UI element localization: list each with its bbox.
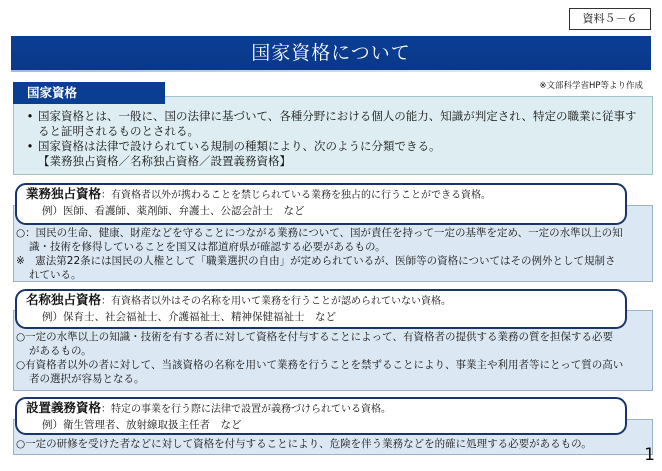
bullet-item bbox=[22, 109, 644, 139]
setchi-gimu-notes bbox=[16, 437, 592, 451]
note-line: 識・技術を修得していることを国又は都道府県が確認する必要があるもの。 bbox=[29, 241, 386, 253]
note-line: ○一定の水準以上の知識・技術を有する者に対して資格を付与することによって、有資格者の提供する業務の質を担保する必要 bbox=[16, 331, 613, 343]
kokka-shikaku-bullets bbox=[22, 109, 644, 169]
note-line: ○有資格者以外の者に対して、当該資格の名称を用いて業務を行うことを禁ずることにより、事業主や利用者等にとって質の高い bbox=[16, 359, 624, 371]
meisho-dokusen-notes bbox=[16, 330, 623, 386]
bullet-dot: • bbox=[26, 139, 34, 153]
note-line: 者の選択が容易となる。 bbox=[29, 373, 145, 385]
setchi-gimu-callout bbox=[15, 397, 627, 435]
bullet-dot: • bbox=[26, 109, 34, 123]
gyomu-dokusen-example: 例）医師、看護師、薬剤師、弁護士、公認会計士 など bbox=[42, 205, 305, 217]
setchi-gimu-definition: ：特定の事業を行う際に法律で設置が義務づけられている資格。 bbox=[101, 404, 392, 415]
setchi-gimu-example: 例）衛生管理者、放射線取扱主任者 など bbox=[42, 419, 242, 431]
page-number: 1 bbox=[644, 445, 655, 465]
note-line: ○：国民の生命、健康、財産などを守ることにつながる業務について、国が責任を持って一定の基準を定め、一定の水準以上の知 bbox=[16, 227, 623, 239]
note-line: ※ 憲法第22条には国民の人権として「職業選択の自由」が定められているが、医師等の資格についてはその例外として規制さ bbox=[16, 255, 616, 267]
bullet-text: 国家資格とは、一般に、国の法律に基づいて、各種分野における個人の能力、知識が判定され、特定の職業に従事すると証明されるものとされる。 bbox=[38, 109, 637, 138]
setchi-gimu-heading bbox=[26, 400, 616, 418]
gyomu-dokusen-definition: ：有資格者以外が携わることを禁じられている業務を独占的に行うことができる資格。 bbox=[101, 190, 492, 201]
gyomu-dokusen-callout bbox=[15, 183, 627, 225]
note-line: ○一定の研修を受けた者などに対して資格を付与することにより、危険を伴う業務などを的確に処理する必要があるもの。 bbox=[16, 438, 592, 450]
meisho-dokusen-callout bbox=[15, 289, 627, 329]
note-line: れている。 bbox=[29, 269, 82, 281]
category-list: 【業務独占資格／名称独占資格／設置義務資格】 bbox=[38, 154, 291, 168]
gyomu-dokusen-notes bbox=[16, 226, 623, 282]
meisho-dokusen-example: 例）保育士、社会福祉士、介護福祉士、精神保健福祉士 など bbox=[42, 311, 336, 323]
note-line: があるもの。 bbox=[29, 345, 92, 357]
setchi-gimu-name: 設置義務資格 bbox=[26, 400, 102, 415]
bullet-item bbox=[22, 139, 644, 154]
title-underline bbox=[11, 70, 651, 72]
document-number-label: 資料５－６ bbox=[569, 8, 651, 30]
meisho-dokusen-definition: ：有資格者以外はその名称を用いて業務を行うことが認められていない資格。 bbox=[101, 296, 452, 307]
page-title: 国家資格について bbox=[11, 36, 651, 70]
gyomu-dokusen-heading bbox=[26, 186, 616, 204]
source-note: ※文部科学省HP等より作成 bbox=[539, 81, 643, 91]
meisho-dokusen-name: 名称独占資格 bbox=[26, 292, 102, 307]
gyomu-dokusen-name: 業務独占資格 bbox=[26, 186, 102, 201]
bullet-text: 国家資格は法律で設けられている規制の種類により、次のように分類できる。 bbox=[38, 139, 441, 153]
meisho-dokusen-heading bbox=[26, 292, 616, 310]
kokka-shikaku-tab: 国家資格 bbox=[13, 82, 165, 104]
